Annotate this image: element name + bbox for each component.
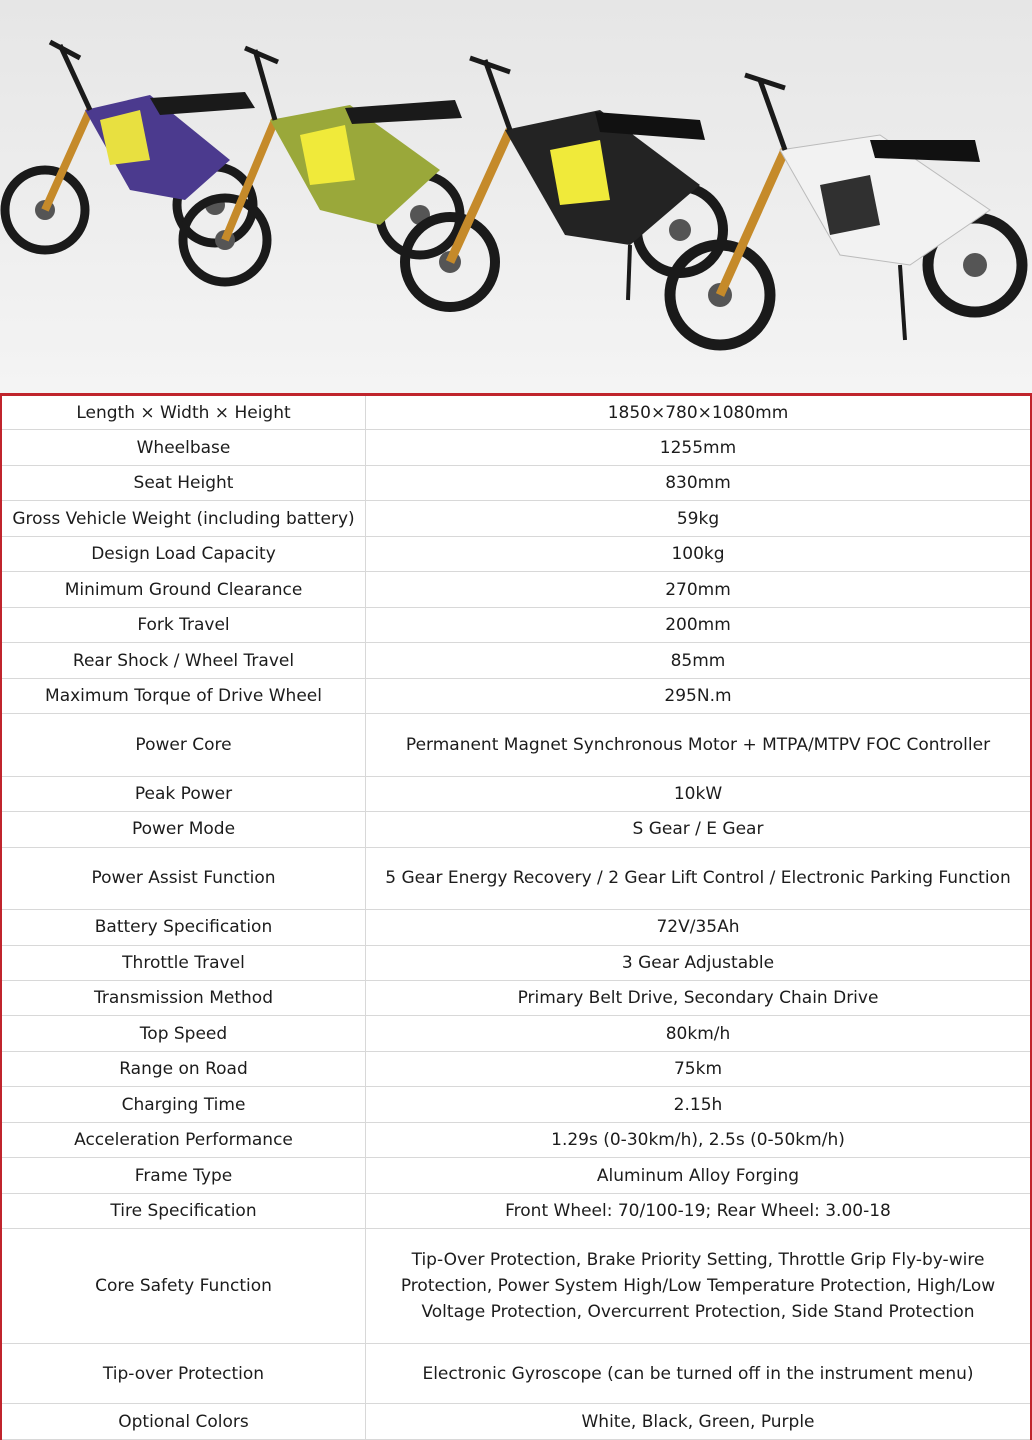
spec-label: Frame Type <box>1 1158 366 1193</box>
spec-label: Power Core <box>1 714 366 776</box>
table-row <box>1 607 1031 642</box>
spec-label: Seat Height <box>1 465 366 500</box>
table-row <box>1 1344 1031 1404</box>
spec-label: Battery Specification <box>1 910 366 945</box>
table-row <box>1 643 1031 678</box>
spec-label: Tire Specification <box>1 1193 366 1228</box>
spec-value: Tip-Over Protection, Brake Priority Setting, Throttle Grip Fly-by-wire Protection, Power System High/Low Temperature Protection, High/Low Voltage Protection, Overcurrent Protection, Side Stand Protection <box>366 1229 1032 1344</box>
table-row <box>1 910 1031 945</box>
spec-value: 1.29s (0-30km/h), 2.5s (0-50km/h) <box>366 1122 1032 1157</box>
spec-value: 85mm <box>366 643 1032 678</box>
table-row <box>1 1051 1031 1086</box>
table-row <box>1 395 1031 430</box>
table-row <box>1 980 1031 1015</box>
spec-value: 75km <box>366 1051 1032 1086</box>
spec-label: Power Mode <box>1 812 366 847</box>
spec-label: Optional Colors <box>1 1404 366 1440</box>
table-row <box>1 776 1031 811</box>
spec-label: Charging Time <box>1 1087 366 1122</box>
spec-value: 3 Gear Adjustable <box>366 945 1032 980</box>
table-row <box>1 1229 1031 1344</box>
table-row <box>1 1404 1031 1440</box>
table-row <box>1 945 1031 980</box>
table-row <box>1 536 1031 571</box>
table-row <box>1 1193 1031 1228</box>
spec-label: Rear Shock / Wheel Travel <box>1 643 366 678</box>
table-row <box>1 572 1031 607</box>
spec-label: Core Safety Function <box>1 1229 366 1344</box>
table-row <box>1 501 1031 536</box>
spec-value: Aluminum Alloy Forging <box>366 1158 1032 1193</box>
spec-value: 1255mm <box>366 430 1032 465</box>
spec-label: Wheelbase <box>1 430 366 465</box>
spec-value: Front Wheel: 70/100-19; Rear Wheel: 3.00-18 <box>366 1193 1032 1228</box>
spec-label: Acceleration Performance <box>1 1122 366 1157</box>
spec-label: Gross Vehicle Weight (including battery) <box>1 501 366 536</box>
spec-value: 5 Gear Energy Recovery / 2 Gear Lift Control / Electronic Parking Function <box>366 847 1032 909</box>
spec-value: 2.15h <box>366 1087 1032 1122</box>
spec-value: 80km/h <box>366 1016 1032 1051</box>
spec-value: 270mm <box>366 572 1032 607</box>
table-row <box>1 678 1031 713</box>
spec-value: 830mm <box>366 465 1032 500</box>
spec-label: Design Load Capacity <box>1 536 366 571</box>
spec-value: Primary Belt Drive, Secondary Chain Drive <box>366 980 1032 1015</box>
table-row <box>1 1016 1031 1051</box>
spec-label: Length × Width × Height <box>1 395 366 430</box>
spec-label: Transmission Method <box>1 980 366 1015</box>
spec-label: Top Speed <box>1 1016 366 1051</box>
table-row <box>1 714 1031 776</box>
spec-value: 10kW <box>366 776 1032 811</box>
table-row <box>1 1158 1031 1193</box>
spec-label: Maximum Torque of Drive Wheel <box>1 678 366 713</box>
spec-label: Minimum Ground Clearance <box>1 572 366 607</box>
table-row <box>1 465 1031 500</box>
spec-value: 59kg <box>366 501 1032 536</box>
bikes-illustration <box>0 0 1032 393</box>
spec-table <box>0 393 1032 1440</box>
spec-label: Tip-over Protection <box>1 1344 366 1404</box>
spec-value: 100kg <box>366 536 1032 571</box>
spec-value: 200mm <box>366 607 1032 642</box>
spec-label: Peak Power <box>1 776 366 811</box>
spec-value: Electronic Gyroscope (can be turned off in the instrument menu) <box>366 1344 1032 1404</box>
spec-value: 1850×780×1080mm <box>366 395 1032 430</box>
spec-value: 72V/35Ah <box>366 910 1032 945</box>
spec-value: White, Black, Green, Purple <box>366 1404 1032 1440</box>
spec-label: Throttle Travel <box>1 945 366 980</box>
spec-value: S Gear / E Gear <box>366 812 1032 847</box>
spec-label: Fork Travel <box>1 607 366 642</box>
table-row <box>1 1122 1031 1157</box>
table-row <box>1 847 1031 909</box>
table-row <box>1 812 1031 847</box>
table-row <box>1 1087 1031 1122</box>
motorcycle-lineup-image <box>0 0 1032 393</box>
table-row <box>1 430 1031 465</box>
spec-value: Permanent Magnet Synchronous Motor + MTPA/MTPV FOC Controller <box>366 714 1032 776</box>
spec-label: Range on Road <box>1 1051 366 1086</box>
spec-label: Power Assist Function <box>1 847 366 909</box>
spec-value: 295N.m <box>366 678 1032 713</box>
